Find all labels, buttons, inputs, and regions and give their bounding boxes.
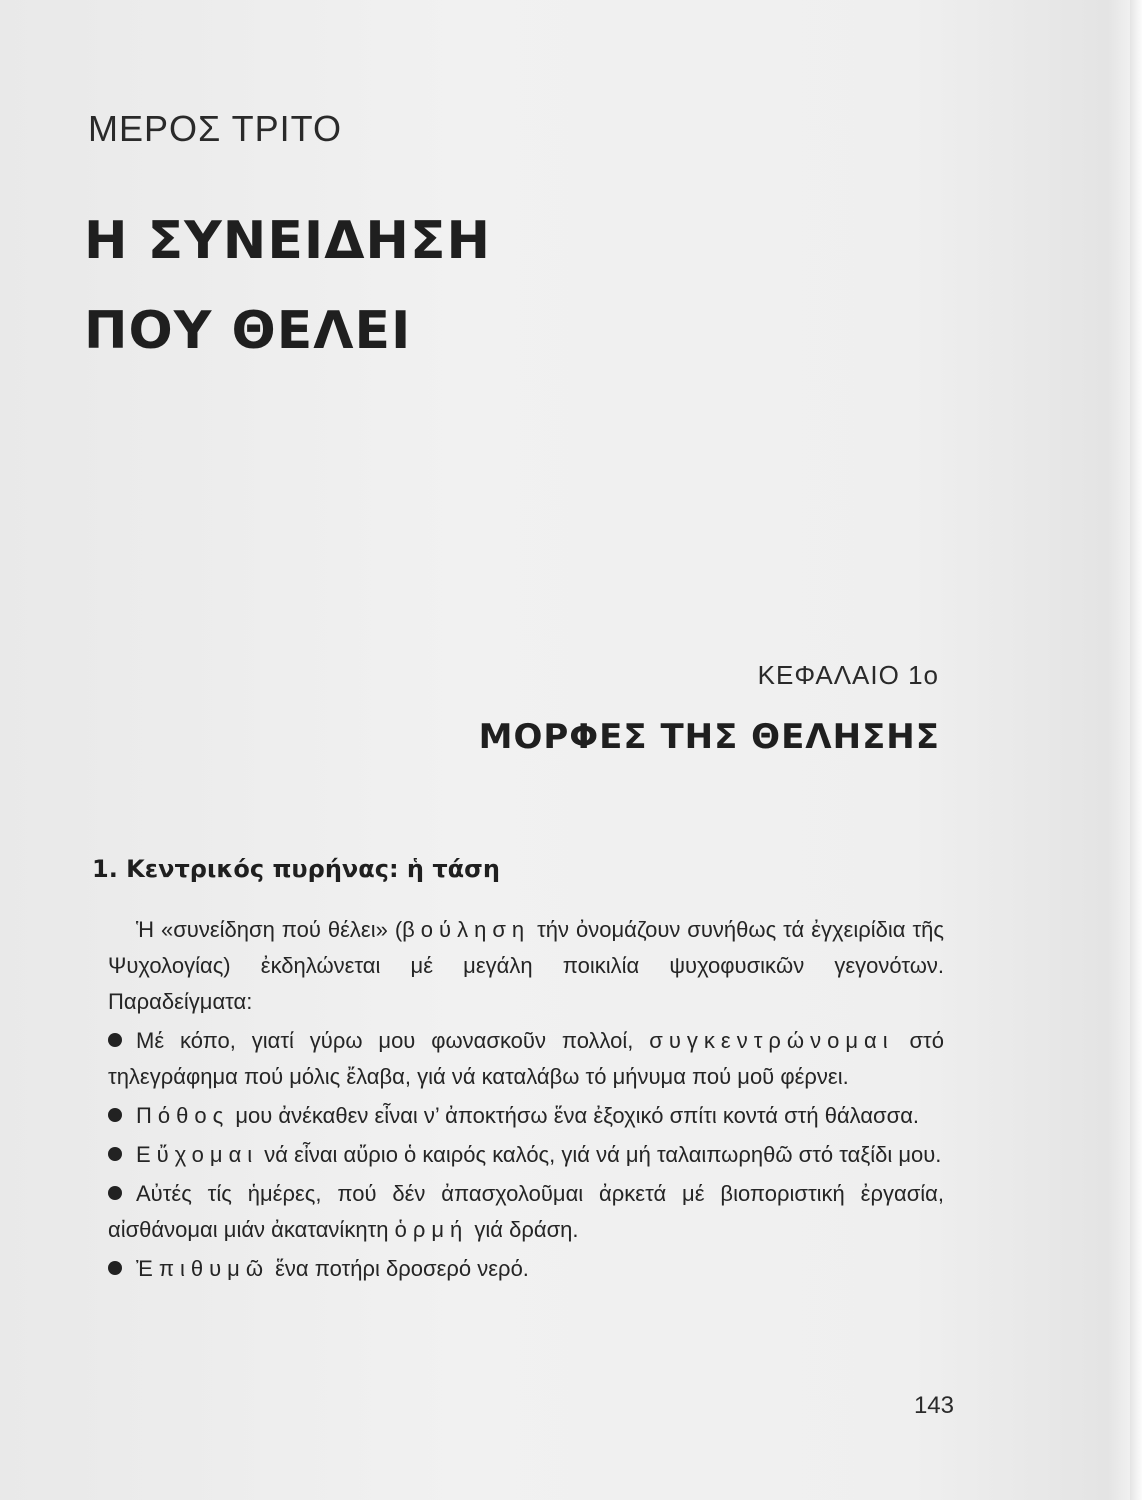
example-item — [108, 1176, 944, 1248]
example-item — [108, 1251, 944, 1287]
body-text — [108, 912, 944, 1290]
example-after: γιά δράση. — [468, 1217, 579, 1242]
bullet-icon — [108, 1147, 122, 1161]
section-heading: 1. Κεντρικός πυρήνας: ἡ τάση — [92, 855, 500, 883]
example-spaced-term: Ἐπιθυμῶ — [136, 1256, 270, 1281]
intro-part-1: Ἡ «συνείδηση πού θέλει» ( — [136, 917, 403, 942]
example-spaced-term: συγκεντρώνομαι — [649, 1028, 894, 1053]
intro-spaced-term: βούληση — [402, 917, 531, 942]
example-item — [108, 1137, 944, 1173]
bullet-icon — [108, 1108, 122, 1122]
bullet-icon — [108, 1033, 122, 1047]
example-spaced-term: ὁρμή — [394, 1217, 469, 1242]
part-label: ΜΕΡΟΣ ΤΡΙΤΟ — [88, 108, 342, 149]
example-after: νά εἶναι αὔριο ὁ καιρός καλός, γιά νά μή ταλαιπωρηθῶ στό ταξίδι μου. — [258, 1142, 942, 1167]
part-title-line-1: Η ΣΥΝΕΙΔΗΣΗ — [84, 211, 491, 271]
bullet-icon — [108, 1186, 122, 1200]
example-before: Μέ κόπο, γιατί γύρω μου φωνασκοῦν πολλοί, — [136, 1028, 650, 1053]
example-spaced-term: Εὔχομαι — [136, 1142, 259, 1167]
example-after: στό τηλεγράφημα πού μόλις ἔλαβα, γιά νά καταλάβω τό μήνυμα πού μοῦ φέρνει. — [108, 1028, 944, 1089]
page-edge-shadow — [1130, 0, 1142, 1500]
example-after: μου ἀνέκαθεν εἶναι ν’ ἀποκτήσω ἕνα ἐξοχικό σπίτι κοντά στή θάλασσα. — [229, 1103, 920, 1128]
example-before: Αὐτές τίς ἡμέρες, πού δέν ἀπασχολοῦμαι ἀρκετά μέ βιοποριστική ἐργασία, αἰσθάνομαι μιάν ἀκατανίκητη — [108, 1181, 944, 1242]
page-number: 143 — [913, 1392, 954, 1419]
chapter-label: ΚΕΦΑΛΑΙΟ 1ο — [757, 660, 939, 690]
chapter-title: ΜΟΡΦΕΣ ΤΗΣ ΘΕΛΗΣΗΣ — [478, 717, 940, 757]
intro-paragraph — [108, 912, 944, 1020]
part-title — [84, 196, 491, 376]
example-item — [108, 1023, 944, 1095]
bullet-icon — [108, 1261, 122, 1275]
example-after: ἕνα ποτήρι δροσερό νερό. — [269, 1256, 529, 1281]
part-title-line-2: ΠΟΥ ΘΕΛΕΙ — [84, 301, 412, 361]
intro-part-2: τήν ὀνομάζουν συνήθως τά ἐγχειρίδια τῆς Ψυχολογίας) ἐκδηλώνεται μέ μεγάλη ποικιλία ψυχοφυσικῶν γεγονότων. Παραδείγματα: — [108, 917, 944, 1014]
example-item — [108, 1098, 944, 1134]
example-spaced-term: Πόθος — [136, 1103, 230, 1128]
